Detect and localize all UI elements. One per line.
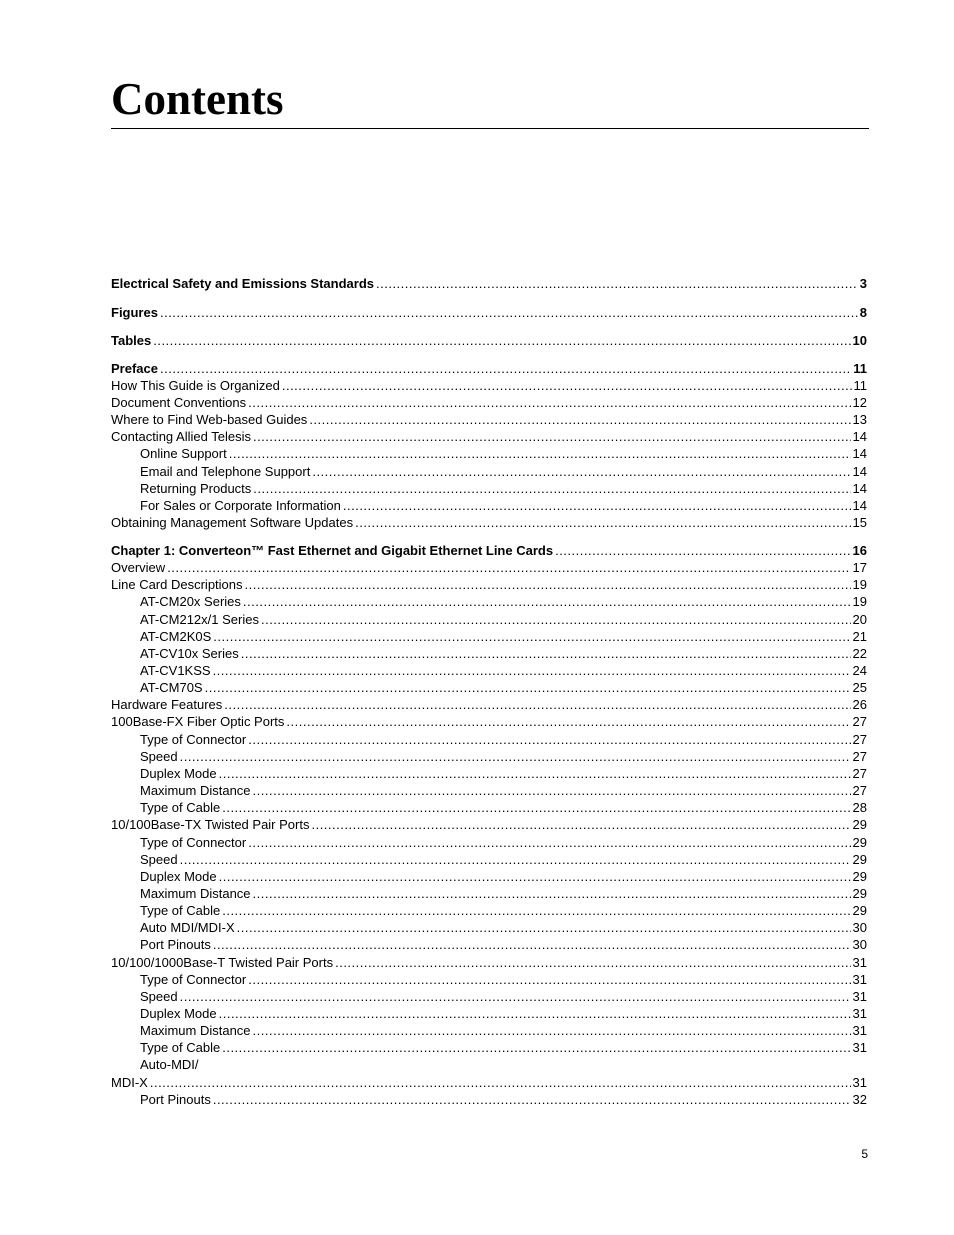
toc-dot-leader	[213, 628, 850, 645]
toc-entry[interactable]	[111, 851, 867, 868]
page-title: Contents	[111, 74, 284, 124]
toc-entry-title: Speed	[140, 852, 178, 867]
toc-entry[interactable]	[111, 542, 867, 559]
toc-entry-title: Duplex Mode	[140, 869, 217, 884]
toc-dot-leader	[219, 765, 851, 782]
toc-dot-leader	[253, 428, 851, 445]
toc-entry-page: 27	[852, 732, 867, 747]
toc-dot-leader	[213, 936, 851, 953]
toc-dot-leader	[180, 988, 851, 1005]
toc-entry-page: 32	[852, 1092, 867, 1107]
toc-entry-title: Overview	[111, 560, 166, 575]
toc-dot-leader	[248, 971, 850, 988]
toc-entry[interactable]	[111, 988, 867, 1005]
toc-entry[interactable]	[111, 954, 867, 971]
toc-entry-title: Preface	[111, 361, 158, 376]
toc-entry-page: 19	[852, 577, 867, 592]
toc-entry[interactable]	[111, 748, 867, 765]
toc-dot-leader	[248, 394, 850, 411]
toc-entry-title: Type of Cable	[140, 903, 221, 918]
toc-entry[interactable]	[111, 902, 867, 919]
toc-entry-page: 29	[852, 852, 867, 867]
toc-entry-title: Online Support	[140, 446, 227, 461]
toc-entry-page: 31	[852, 1075, 867, 1090]
toc-entry-page: 15	[852, 515, 867, 530]
toc-dot-leader	[222, 1039, 850, 1056]
toc-entry-title: AT-CM20x Series	[140, 594, 241, 609]
toc-entry-title: How This Guide is Organized	[111, 378, 280, 393]
toc-entry-page: 22	[852, 646, 867, 661]
toc-entry[interactable]	[111, 1022, 867, 1039]
toc-dot-leader	[335, 954, 850, 971]
toc-entry-page: 29	[852, 886, 867, 901]
toc-entry-page: 29	[852, 903, 867, 918]
toc-entry-title: Maximum Distance	[140, 886, 251, 901]
toc-entry-title: Port Pinouts	[140, 1092, 211, 1107]
toc-entry[interactable]	[111, 971, 867, 988]
toc-entry[interactable]	[111, 593, 867, 610]
toc-dot-leader	[245, 576, 851, 593]
toc-dot-leader	[219, 1005, 851, 1022]
toc-dot-leader	[311, 816, 850, 833]
toc-dot-leader	[241, 645, 851, 662]
toc-entry-page: 31	[852, 989, 867, 1004]
toc-entry-title: Type of Connector	[140, 732, 247, 747]
toc-entry[interactable]	[111, 576, 867, 593]
toc-entry-page: 25	[852, 680, 867, 695]
toc-entry-title: Duplex Mode	[140, 766, 217, 781]
toc-entry-title: AT-CV10x Series	[140, 646, 239, 661]
toc-dot-leader	[261, 611, 851, 628]
toc-entry-page: 31	[852, 955, 867, 970]
toc-entry-page: 29	[852, 817, 867, 832]
toc-entry[interactable]	[111, 816, 867, 833]
toc-entry[interactable]	[111, 394, 867, 411]
toc-entry-page: 12	[852, 395, 867, 410]
toc-dot-leader	[222, 902, 850, 919]
toc-entry-title: Chapter 1: Converteon™ Fast Ethernet and Gigabit Ethernet Line Cards	[111, 543, 554, 558]
toc-entry-title: Maximum Distance	[140, 1023, 251, 1038]
toc-entry-page: 16	[852, 543, 867, 558]
toc-entry[interactable]	[111, 765, 867, 782]
toc-entry[interactable]	[111, 463, 867, 480]
toc-entry[interactable]	[111, 868, 867, 885]
toc-entry-title: Returning Products	[140, 481, 252, 496]
toc-dot-leader	[243, 593, 851, 610]
toc-entry-title: MDI-X	[111, 1075, 148, 1090]
toc-dot-leader	[253, 480, 850, 497]
toc-entry-page: 29	[852, 869, 867, 884]
toc-entry-title: Obtaining Management Software Updates	[111, 515, 354, 530]
toc-entry[interactable]	[111, 645, 867, 662]
toc-dot-leader	[205, 679, 851, 696]
toc-dot-leader	[180, 851, 851, 868]
toc-entry-page: 24	[852, 663, 867, 678]
toc-entry[interactable]	[111, 1056, 867, 1073]
toc-entry-page: 31	[852, 1006, 867, 1021]
toc-dot-leader	[150, 1074, 851, 1091]
toc-dot-leader	[376, 275, 858, 292]
toc-entry-title: Line Card Descriptions	[111, 577, 243, 592]
toc-entry-title: Auto-MDI/	[140, 1057, 199, 1072]
toc-entry[interactable]	[111, 696, 867, 713]
toc-entry-page: 14	[852, 446, 867, 461]
toc-dot-leader	[237, 919, 851, 936]
toc-entry-page: 29	[852, 835, 867, 850]
toc-entry[interactable]	[111, 304, 867, 321]
toc-entry-page: 28	[852, 800, 867, 815]
toc-entry[interactable]	[111, 1039, 867, 1056]
toc-entry[interactable]	[111, 713, 867, 730]
toc-entry-page: 31	[852, 1040, 867, 1055]
title-rule	[111, 128, 869, 129]
toc-entry-page: 14	[852, 464, 867, 479]
toc-entry[interactable]	[111, 480, 867, 497]
toc-entry[interactable]	[111, 377, 867, 394]
toc-entry[interactable]	[111, 514, 867, 531]
toc-entry-page: 17	[852, 560, 867, 575]
toc-entry-page: 27	[852, 749, 867, 764]
toc-entry-title: Email and Telephone Support	[140, 464, 311, 479]
toc-entry[interactable]	[111, 332, 867, 349]
toc-entry[interactable]	[111, 1091, 867, 1108]
toc-entry-title: Electrical Safety and Emissions Standards	[111, 276, 374, 291]
toc-entry-page: 11	[853, 378, 867, 393]
toc-entry-title: AT-CM2K0S	[140, 629, 212, 644]
toc-entry-title: Figures	[111, 305, 158, 320]
toc-entry-page: 20	[852, 612, 867, 627]
toc-entry-title: Auto MDI/MDI-X	[140, 920, 235, 935]
toc-dot-leader	[167, 559, 850, 576]
toc-entry[interactable]	[111, 628, 867, 645]
toc-entry[interactable]	[111, 731, 867, 748]
toc-entry-title: Document Conventions	[111, 395, 247, 410]
toc-entry-title: Tables	[111, 333, 152, 348]
toc-entry[interactable]	[111, 799, 867, 816]
toc-entry[interactable]	[111, 885, 867, 902]
toc-dot-leader	[253, 885, 851, 902]
toc-entry-page: 14	[852, 498, 867, 513]
toc-entry-page: 27	[852, 714, 867, 729]
toc-entry-title: Where to Find Web-based Guides	[111, 412, 308, 427]
toc-entry-title: Duplex Mode	[140, 1006, 217, 1021]
toc-entry-page: 31	[852, 1023, 867, 1038]
toc-dot-leader	[253, 1022, 851, 1039]
toc-entry-page: 30	[852, 937, 867, 952]
toc-entry-page: 21	[852, 629, 867, 644]
toc-dot-leader	[555, 542, 850, 559]
toc-entry-page: 26	[852, 697, 867, 712]
toc-entry-page: 8	[859, 305, 867, 320]
toc-dot-leader	[160, 304, 858, 321]
toc-entry-page: 10	[852, 333, 867, 348]
toc-entry[interactable]	[111, 559, 867, 576]
toc-dot-leader	[282, 377, 852, 394]
toc-entry[interactable]	[111, 360, 867, 377]
toc-entry[interactable]	[111, 834, 867, 851]
toc-dot-leader	[160, 360, 851, 377]
toc-dot-leader	[312, 463, 850, 480]
toc-entry-page: 13	[852, 412, 867, 427]
toc-entry[interactable]	[111, 275, 867, 292]
toc-entry-page: 19	[852, 594, 867, 609]
toc-entry-title: AT-CV1KSS	[140, 663, 211, 678]
toc-dot-leader	[253, 782, 851, 799]
toc-dot-leader	[224, 696, 850, 713]
toc-entry[interactable]	[111, 611, 867, 628]
toc-entry-title: 10/100/1000Base-T Twisted Pair Ports	[111, 955, 334, 970]
toc-entry[interactable]	[111, 1074, 867, 1091]
toc-entry[interactable]	[111, 1005, 867, 1022]
toc-entry[interactable]	[111, 936, 867, 953]
toc-entry-title: Maximum Distance	[140, 783, 251, 798]
toc-dot-leader	[222, 799, 850, 816]
toc-entry-title: Hardware Features	[111, 697, 223, 712]
toc-dot-leader	[213, 662, 851, 679]
toc-entry-title: Speed	[140, 749, 178, 764]
toc-dot-leader	[229, 445, 851, 462]
toc-entry-title: 100Base-FX Fiber Optic Ports	[111, 714, 285, 729]
toc-dot-leader	[153, 332, 850, 349]
toc-entry[interactable]	[111, 428, 867, 445]
toc-entry-title: 10/100Base-TX Twisted Pair Ports	[111, 817, 310, 832]
toc-dot-leader	[355, 514, 850, 531]
toc-dot-leader	[343, 497, 851, 514]
toc-entry-page: 14	[852, 481, 867, 496]
toc-entry-page: 27	[852, 766, 867, 781]
toc-dot-leader	[213, 1091, 851, 1108]
toc-entry-title: AT-CM70S	[140, 680, 203, 695]
toc-entry-page: 3	[859, 276, 867, 291]
toc-entry-page: 11	[853, 361, 867, 376]
toc-entry-title: Contacting Allied Telesis	[111, 429, 251, 444]
toc-entry[interactable]	[111, 411, 867, 428]
toc-entry-title: Type of Cable	[140, 1040, 221, 1055]
toc-entry-page: 30	[852, 920, 867, 935]
toc-entry[interactable]	[111, 782, 867, 799]
toc-entry[interactable]	[111, 445, 867, 462]
toc-dot-leader	[219, 868, 851, 885]
toc-entry[interactable]	[111, 662, 867, 679]
toc-entry-title: Type of Cable	[140, 800, 221, 815]
page-number: 5	[861, 1147, 868, 1161]
toc-entry-title: Type of Connector	[140, 835, 247, 850]
toc-entry-title: For Sales or Corporate Information	[140, 498, 341, 513]
toc-entry-title: Speed	[140, 989, 178, 1004]
toc-entry[interactable]	[111, 497, 867, 514]
toc-dot-leader	[309, 411, 850, 428]
toc-dot-leader	[248, 731, 850, 748]
toc-entry[interactable]	[111, 679, 867, 696]
toc-entry[interactable]	[111, 919, 867, 936]
toc-entry-title: Port Pinouts	[140, 937, 211, 952]
toc-dot-leader	[248, 834, 850, 851]
toc-entry-title: AT-CM212x/1 Series	[140, 612, 259, 627]
toc-entry-page: 31	[852, 972, 867, 987]
toc-entry-page: 27	[852, 783, 867, 798]
toc-entry-title: Type of Connector	[140, 972, 247, 987]
toc-dot-leader	[180, 748, 851, 765]
toc-dot-leader	[286, 713, 850, 730]
toc-entry-page: 14	[852, 429, 867, 444]
